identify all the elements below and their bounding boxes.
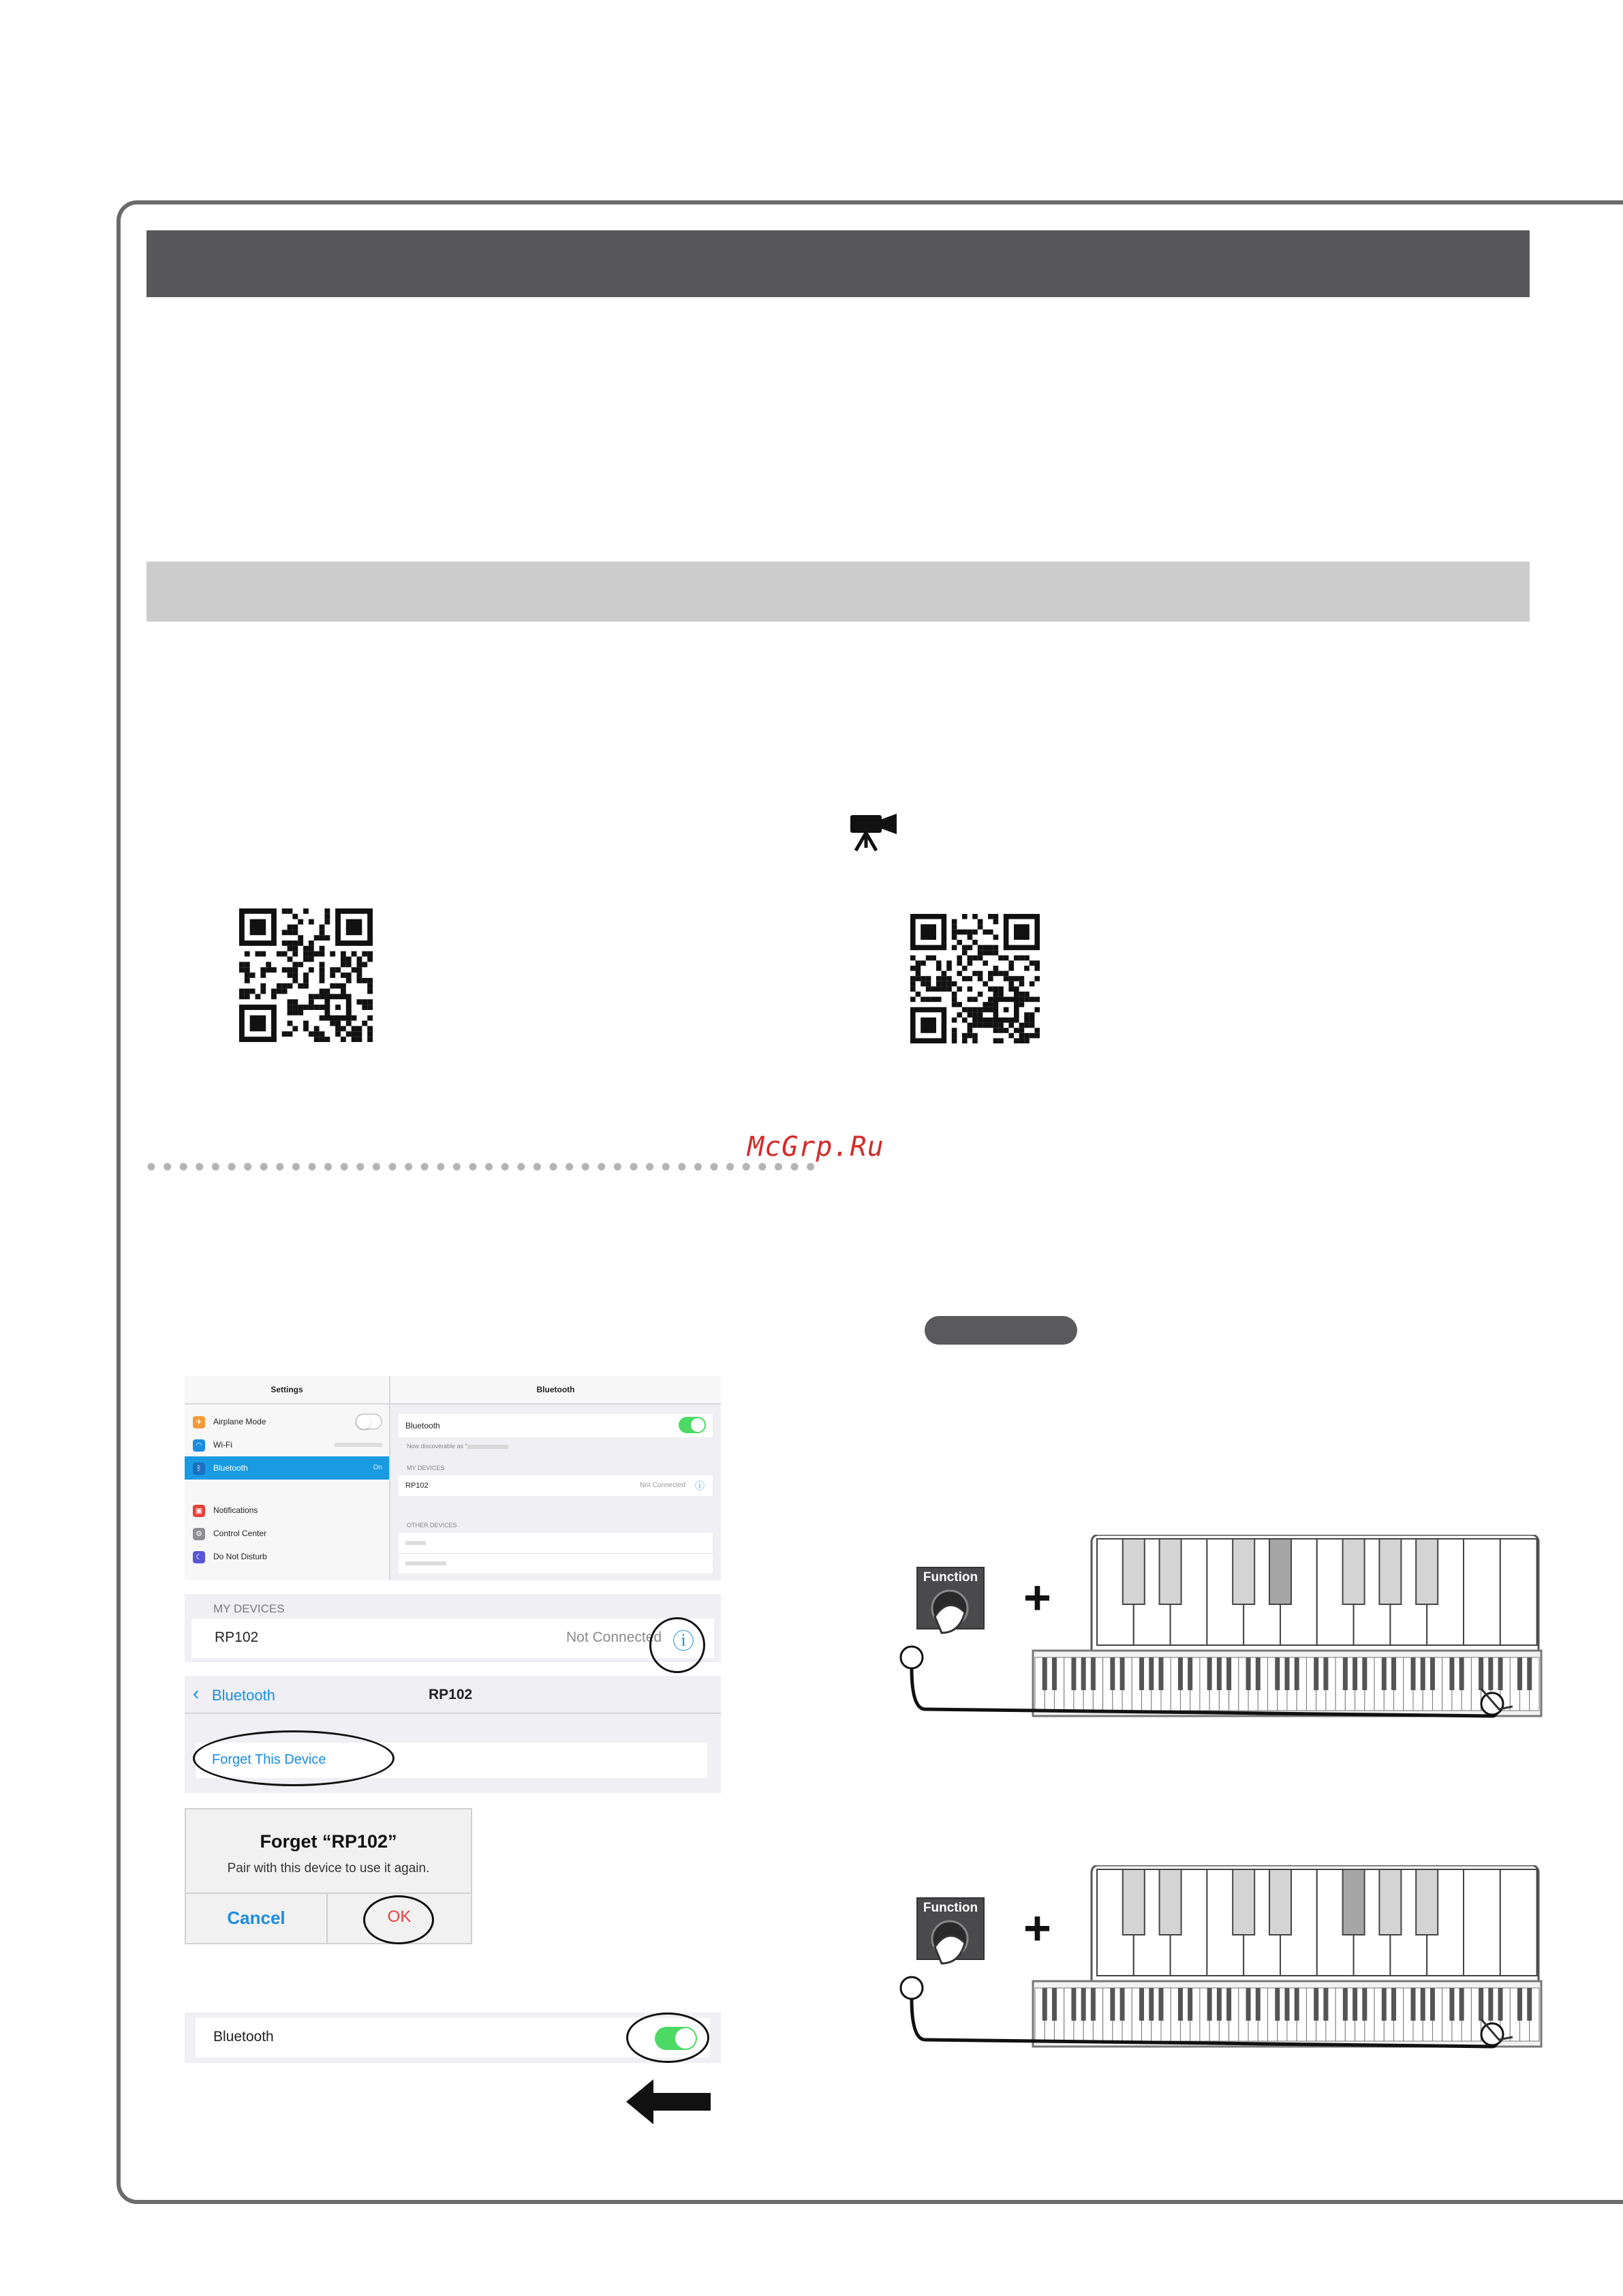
airplane-toggle[interactable] [355, 1413, 382, 1430]
wifi-icon: ◠ [193, 1439, 205, 1452]
highlight-circle [363, 1895, 434, 1944]
dialog-message: Pair with this device to use it again. [227, 1861, 430, 1876]
keyboard-illustration [887, 1865, 1583, 2085]
settings-row-wifi[interactable]: ◠ Wi-Fi [185, 1433, 389, 1456]
subsection-header-bar [146, 562, 1530, 622]
other-devices-header: OTHER DEVICES [407, 1522, 457, 1529]
settings-title: Settings [185, 1376, 389, 1405]
info-icon[interactable]: ⓘ [695, 1480, 705, 1491]
device-detail-panel [185, 1676, 721, 1793]
dotted-divider [146, 1162, 821, 1172]
settings-sidebar [185, 1376, 390, 1580]
bluetooth-icon: ᛒ [193, 1463, 205, 1475]
qr-code-icon[interactable] [910, 914, 1040, 1043]
moon-icon: ☾ [193, 1551, 205, 1563]
nav-title: RP102 [429, 1687, 473, 1702]
qr-code-icon[interactable] [239, 908, 373, 1042]
section-header-bar [146, 230, 1530, 297]
my-devices-panel: MY DEVICES RP102 Not Connected ⓘ [185, 1594, 721, 1662]
video-camera-icon [849, 814, 899, 852]
wifi-network-blurred [335, 1443, 382, 1447]
dialog-title: Forget “RP102” [260, 1831, 397, 1852]
my-devices-header-small: MY DEVICES [407, 1465, 445, 1471]
device-row-small[interactable]: RP102 Not Connected ⓘ [399, 1475, 713, 1496]
bluetooth-row[interactable]: Bluetooth [399, 1414, 713, 1437]
back-button[interactable]: Bluetooth [212, 1687, 275, 1704]
info-icon[interactable]: ⓘ [673, 1629, 695, 1653]
highlight-circle [649, 1617, 705, 1673]
settings-row-notifications[interactable]: ▣ Notifications [185, 1499, 389, 1522]
discoverable-note: Now discoverable as " [407, 1443, 508, 1450]
device-row[interactable]: RP102 Not Connected ⓘ [191, 1619, 714, 1658]
highlight-circle [626, 2012, 709, 2063]
settings-row-airplane-mode[interactable]: ✈ Airplane Mode [185, 1410, 389, 1433]
settings-row-control-center[interactable]: ⚙ Control Center [185, 1522, 389, 1545]
arrow-left-icon [626, 2079, 711, 2124]
settings-row-do-not-disturb[interactable]: ☾ Do Not Disturb [185, 1545, 389, 1568]
plus-sign: + [1023, 1901, 1051, 1955]
plus-sign: + [1023, 1571, 1051, 1624]
bluetooth-pane-title: Bluetooth [390, 1376, 721, 1405]
forget-device-button[interactable]: Forget This Device [212, 1752, 326, 1767]
function-button-label: Function [923, 1570, 978, 1585]
cancel-button[interactable]: Cancel [227, 1908, 285, 1928]
function-button-label: Function [923, 1901, 978, 1915]
ok-button[interactable]: OK [387, 1908, 412, 1926]
bluetooth-row[interactable]: Bluetooth [196, 2018, 710, 2057]
keyboard-diagram-1 [887, 1535, 1583, 1754]
bluetooth-toggle-panel [185, 2012, 721, 2063]
ios-settings-screenshot [185, 1376, 721, 1580]
control-center-icon: ⚙ [193, 1528, 205, 1540]
notifications-icon: ▣ [193, 1505, 205, 1517]
forget-dialog [185, 1808, 472, 1944]
settings-row-bluetooth[interactable]: ᛒ Bluetooth On [185, 1456, 389, 1480]
keyboard-diagram-2 [887, 1865, 1583, 2085]
label-pill [925, 1316, 1077, 1345]
bluetooth-pane [390, 1376, 721, 1580]
watermark: McGrp.Ru [747, 1131, 884, 1163]
nav-bar [185, 1676, 721, 1714]
keyboard-illustration [887, 1535, 1583, 1754]
chevron-left-icon[interactable]: ‹ [193, 1683, 200, 1704]
bluetooth-toggle[interactable] [679, 1417, 706, 1433]
airplane-icon: ✈ [193, 1416, 205, 1428]
other-devices-list [399, 1533, 713, 1574]
highlight-ellipse [193, 1730, 395, 1786]
